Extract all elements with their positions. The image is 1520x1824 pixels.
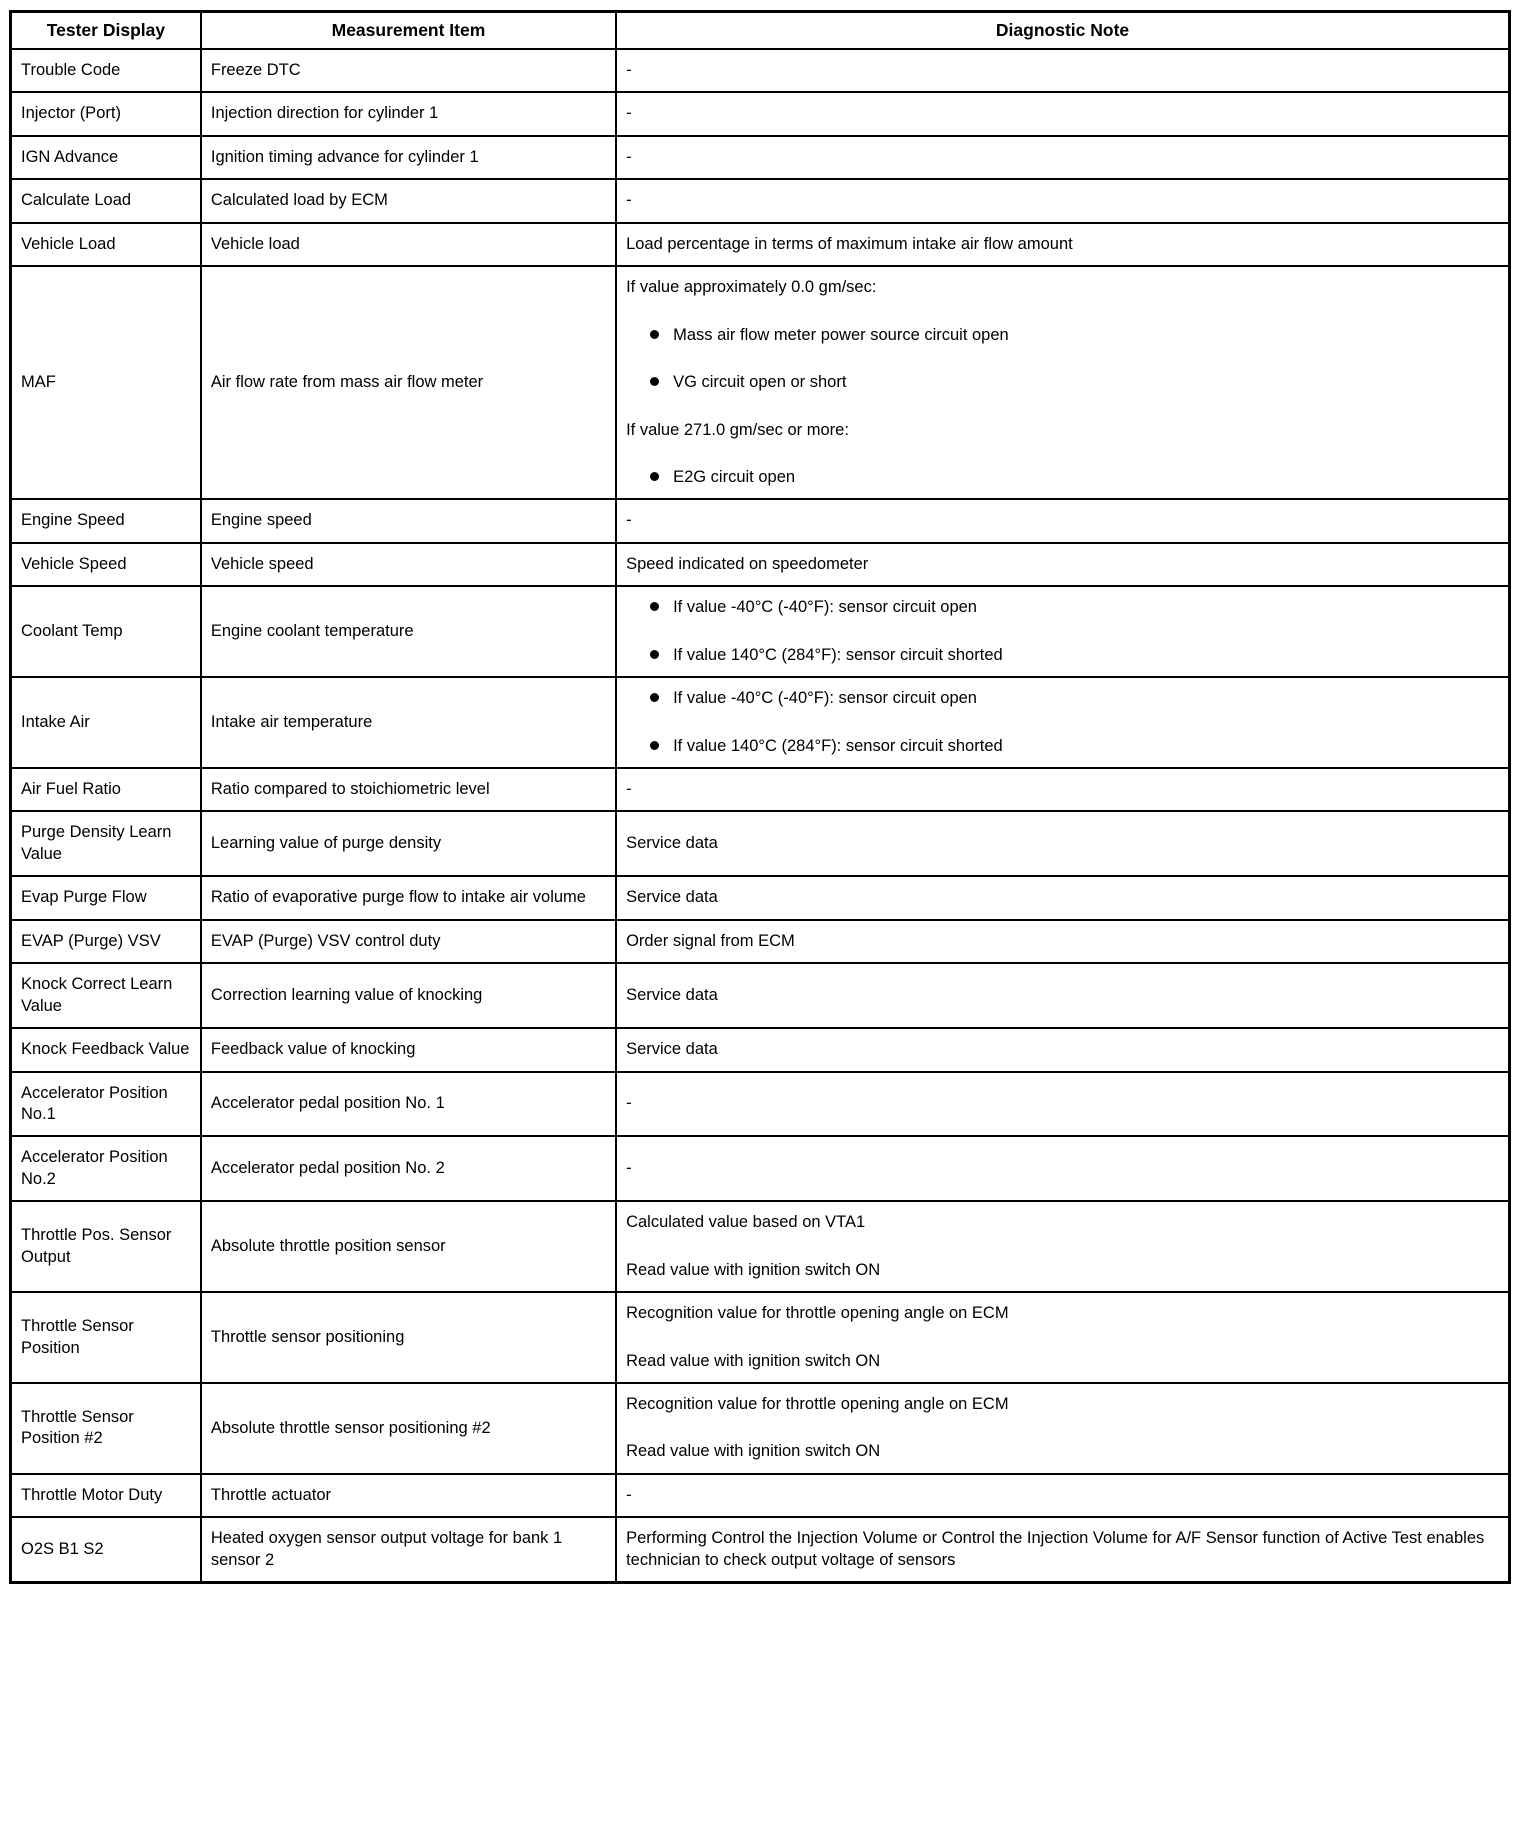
measurement-item-cell: Feedback value of knocking [201,1028,616,1071]
table-row [11,499,1510,542]
diagnostic-note-cell [616,1028,1509,1071]
tester-display-cell: Knock Feedback Value [11,1028,201,1071]
table-row [11,1136,1510,1201]
note-text: - [626,1094,632,1113]
bullet-icon [650,330,659,339]
note-text: Recognition value for throttle opening angle on ECM [626,1304,1009,1323]
note-bullet-line [626,645,1499,666]
measurement-item-cell: Absolute throttle sensor positioning #2 [201,1383,616,1474]
note-text: Read value with ignition switch ON [626,1260,881,1279]
diagnostic-note-cell [616,1072,1509,1137]
measurement-item-cell: Throttle sensor positioning [201,1292,616,1383]
diagnostic-note-cell [616,49,1509,92]
note-text: If value -40°C (-40°F): sensor circuit open [673,689,977,708]
column-header: Diagnostic Note [616,12,1509,50]
measurement-item-cell: Vehicle load [201,223,616,266]
diagnostic-note-cell [616,876,1509,919]
note-text: Calculated value based on VTA1 [626,1213,866,1232]
note-text: Load percentage in terms of maximum intake air flow amount [626,234,1073,253]
table-row [11,223,1510,266]
bullet-icon [650,472,659,481]
tester-display-cell: Evap Purge Flow [11,876,201,919]
bullet-icon [650,650,659,659]
note-text: If value -40°C (-40°F): sensor circuit open [673,598,977,617]
measurement-item-cell: Ratio compared to stoichiometric level [201,768,616,811]
measurement-item-cell: Intake air temperature [201,677,616,768]
note-text-line [626,1039,1499,1060]
note-text-line [626,779,1499,800]
note-text: If value approximately 0.0 gm/sec: [626,278,877,297]
table-row [11,1383,1510,1474]
diagnostic-note-cell [616,179,1509,222]
note-text: - [626,511,632,530]
note-text: Service data [626,834,718,853]
bullet-icon [650,693,659,702]
diagnostic-note-cell [616,1383,1509,1474]
measurement-item-cell: Engine coolant temperature [201,586,616,677]
diagnostic-note-cell [616,811,1509,876]
diagnostic-note-cell [616,1517,1509,1582]
tester-display-cell: Accelerator Position No.2 [11,1136,201,1201]
table-row [11,920,1510,963]
measurement-item-cell: Heated oxygen sensor output voltage for bank 1 sensor 2 [201,1517,616,1582]
table-body [11,49,1510,1583]
tester-display-cell: Vehicle Speed [11,543,201,586]
measurement-item-cell: Accelerator pedal position No. 1 [201,1072,616,1137]
bullet-icon [650,602,659,611]
note-text: Performing Control the Injection Volume or Control the Injection Volume for A/F Sensor function of Active Test enables technician to check output voltage of sensors [626,1529,1485,1569]
bullet-icon [650,377,659,386]
table-row [11,266,1510,499]
note-text: Read value with ignition switch ON [626,1351,881,1370]
note-text: - [626,61,632,79]
note-text: - [626,147,632,166]
note-text-line [626,1212,1499,1233]
note-text: Read value with ignition switch ON [626,1442,881,1461]
note-text: Service data [626,1040,718,1059]
note-text: E2G circuit open [673,467,796,486]
tester-display-cell: Trouble Code [11,49,201,92]
diagnostic-note-cell [616,586,1509,677]
diagnostic-note-cell [616,963,1509,1028]
tester-display-cell: Air Fuel Ratio [11,768,201,811]
note-text-line [626,887,1499,908]
note-bullet-line [626,325,1499,346]
note-text-line [626,277,1499,298]
diagnostic-note-cell [616,543,1509,586]
note-text-line [626,147,1499,168]
table-row [11,1201,1510,1292]
note-text: Recognition value for throttle opening angle on ECM [626,1395,1009,1413]
tester-display-cell: Accelerator Position No.1 [11,1072,201,1137]
note-text-line [626,833,1499,854]
column-header: Measurement Item [201,12,616,50]
table-row [11,1517,1510,1582]
note-text-line [626,1351,1499,1372]
measurement-item-cell: Learning value of purge density [201,811,616,876]
note-text-line [626,1260,1499,1281]
note-text-line [626,103,1499,124]
measurement-item-cell: Calculated load by ECM [201,179,616,222]
note-text: - [626,104,632,123]
measurement-item-cell: Ratio of evaporative purge flow to intake air volume [201,876,616,919]
note-text: Mass air flow meter power source circuit open [673,325,1009,344]
diagnostic-note-cell [616,499,1509,542]
note-text-line [626,510,1499,531]
tester-display-cell: MAF [11,266,201,499]
diagnostic-note-cell [616,92,1509,135]
tester-display-cell: Vehicle Load [11,223,201,266]
diagnostic-note-cell [616,1136,1509,1201]
measurement-item-cell: Vehicle speed [201,543,616,586]
table-row [11,49,1510,92]
table-row [11,1292,1510,1383]
note-text-line [626,234,1499,255]
note-bullet-line [626,597,1499,618]
note-text-line [626,420,1499,441]
note-text: - [626,191,632,210]
tester-display-cell: Throttle Motor Duty [11,1474,201,1517]
note-text: Service data [626,888,718,907]
note-text-line [626,554,1499,575]
bullet-icon [650,741,659,750]
table-row [11,1028,1510,1071]
note-text-line [626,1394,1499,1415]
note-text-line [626,1528,1499,1571]
tester-display-cell: Throttle Pos. Sensor Output [11,1201,201,1292]
note-text: Speed indicated on speedometer [626,554,869,573]
note-text: - [626,1485,632,1504]
tester-display-cell: Throttle Sensor Position #2 [11,1383,201,1474]
note-text: - [626,780,632,798]
measurement-item-cell: Correction learning value of knocking [201,963,616,1028]
tester-display-cell: Engine Speed [11,499,201,542]
diagnostic-note-cell [616,136,1509,179]
measurement-item-cell: Air flow rate from mass air flow meter [201,266,616,499]
table-row [11,1474,1510,1517]
note-text: If value 140°C (284°F): sensor circuit shorted [673,736,1003,755]
diagnostic-note-cell [616,266,1509,499]
note-text-line [626,1441,1499,1462]
tester-display-cell: Knock Correct Learn Value [11,963,201,1028]
diagnostic-note-cell [616,1474,1509,1517]
diagnostic-note-cell [616,677,1509,768]
note-text: If value 140°C (284°F): sensor circuit shorted [673,645,1003,664]
diagnostic-note-cell [616,223,1509,266]
note-bullet-line [626,688,1499,709]
note-text-line [626,1303,1499,1324]
table-row [11,92,1510,135]
note-bullet-line [626,467,1499,488]
table-row [11,543,1510,586]
diagnostic-note-cell [616,1292,1509,1383]
measurement-item-cell: Engine speed [201,499,616,542]
table-row [11,1072,1510,1137]
note-text: Order signal from ECM [626,931,795,950]
tester-display-cell: Throttle Sensor Position [11,1292,201,1383]
tester-display-cell: EVAP (Purge) VSV [11,920,201,963]
measurement-item-cell: Freeze DTC [201,49,616,92]
table-row [11,811,1510,876]
table-row [11,677,1510,768]
measurement-item-cell: EVAP (Purge) VSV control duty [201,920,616,963]
measurement-item-cell: Absolute throttle position sensor [201,1201,616,1292]
table-header-row [11,12,1510,50]
tester-display-cell: Injector (Port) [11,92,201,135]
note-text: - [626,1159,632,1178]
tester-display-cell: Purge Density Learn Value [11,811,201,876]
table-row [11,768,1510,811]
table-row [11,586,1510,677]
note-text-line [626,1093,1499,1114]
note-text-line [626,1485,1499,1506]
table-row [11,136,1510,179]
tester-display-cell: IGN Advance [11,136,201,179]
measurement-item-cell: Ignition timing advance for cylinder 1 [201,136,616,179]
tester-display-cell: Calculate Load [11,179,201,222]
note-text-line [626,190,1499,211]
note-text: Service data [626,985,718,1004]
measurement-item-cell: Throttle actuator [201,1474,616,1517]
diagnostic-note-cell [616,768,1509,811]
diagnostic-note-cell [616,1201,1509,1292]
column-header: Tester Display [11,12,201,50]
diagnostic-note-cell [616,920,1509,963]
measurement-item-cell: Accelerator pedal position No. 2 [201,1136,616,1201]
note-text-line [626,931,1499,952]
tester-display-cell: O2S B1 S2 [11,1517,201,1582]
measurement-item-cell: Injection direction for cylinder 1 [201,92,616,135]
diagnostic-data-table [9,10,1511,1584]
tester-display-cell: Intake Air [11,677,201,768]
note-text-line [626,985,1499,1006]
note-text: If value 271.0 gm/sec or more: [626,420,849,439]
table-row [11,963,1510,1028]
table-row [11,876,1510,919]
note-text: VG circuit open or short [673,373,847,392]
note-bullet-line [626,736,1499,757]
tester-display-cell: Coolant Temp [11,586,201,677]
table-row [11,179,1510,222]
note-bullet-line [626,372,1499,393]
note-text-line [626,1158,1499,1179]
note-text-line [626,60,1499,81]
